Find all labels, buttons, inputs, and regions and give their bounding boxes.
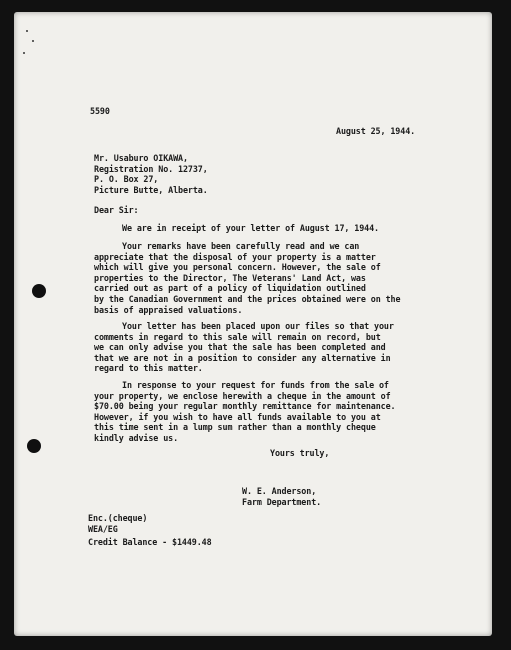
paragraph-line: Your remarks have been carefully read and we can — [122, 241, 360, 251]
scan-speck — [26, 30, 28, 32]
recipient-line: Picture Butte, Alberta. — [94, 184, 208, 195]
paragraph-line: by the Canadian Government and the prices obtained were on the — [94, 293, 401, 304]
enclosure-block — [88, 513, 147, 534]
file-number: 5590 — [90, 106, 110, 116]
paragraph-line: regard to this matter. — [94, 363, 203, 374]
paragraph-line: In response to your request for funds from the sale of — [122, 380, 389, 390]
paragraph-line: $70.00 being your regular monthly remittance for maintenance. — [94, 401, 396, 412]
letter-page — [14, 12, 492, 636]
salutation: Dear Sir: — [94, 205, 139, 215]
paragraph-line: We are in receipt of your letter of August 17, 1944. — [122, 223, 379, 233]
credit-balance: Credit Balance - $1449.48 — [88, 537, 212, 547]
punch-hole — [27, 439, 41, 453]
punch-hole — [32, 284, 46, 298]
paragraph-2 — [94, 241, 400, 315]
paragraph-4 — [94, 380, 395, 444]
paragraph-3 — [94, 321, 394, 374]
recipient-line: Mr. Usaburo OIKAWA, — [94, 153, 188, 163]
paragraph-line: basis of appraised valuations. — [94, 304, 243, 315]
signature-line: W. E. Anderson, — [242, 486, 317, 496]
paragraph-line: that we are not in a position to consider any alternative in — [94, 352, 391, 363]
enclosure-note: Enc.(cheque) — [88, 513, 148, 523]
signature-line: Farm Department. — [242, 496, 322, 507]
paragraph-line: your property, we enclose herewith a cheque in the amount of — [94, 390, 391, 401]
recipient-address — [94, 153, 208, 195]
paragraph-line: appreciate that the disposal of your property is a matter — [94, 251, 376, 262]
signature-block — [242, 486, 321, 507]
typist-initials: WEA/EG — [88, 523, 118, 534]
paragraph-line: kindly advise us. — [94, 432, 179, 443]
recipient-line: Registration No. 12737, — [94, 163, 208, 174]
letter-date: August 25, 1944. — [336, 126, 416, 136]
paragraph-line: Your letter has been placed upon our files so that your — [122, 321, 394, 331]
scan-speck — [32, 40, 34, 42]
paragraph-line: we can only advise you that the sale has been completed and — [94, 342, 386, 353]
recipient-line: P. O. Box 27, — [94, 174, 159, 185]
paragraph-1 — [122, 223, 379, 234]
paragraph-line: properties to the Director, The Veterans' Land Act, was — [94, 272, 366, 283]
paragraph-line: comments in regard to this sale will remain on record, but — [94, 331, 381, 342]
paragraph-line: this time sent in a lump sum rather than a monthly cheque — [94, 422, 376, 433]
paragraph-line: which will give you personal concern. However, the sale of — [94, 262, 381, 273]
closing: Yours truly, — [270, 448, 330, 458]
scan-speck — [23, 52, 25, 54]
paragraph-line: However, if you wish to have all funds available to you at — [94, 411, 381, 422]
paragraph-line: carried out as part of a policy of liquidation outlined — [94, 283, 366, 294]
